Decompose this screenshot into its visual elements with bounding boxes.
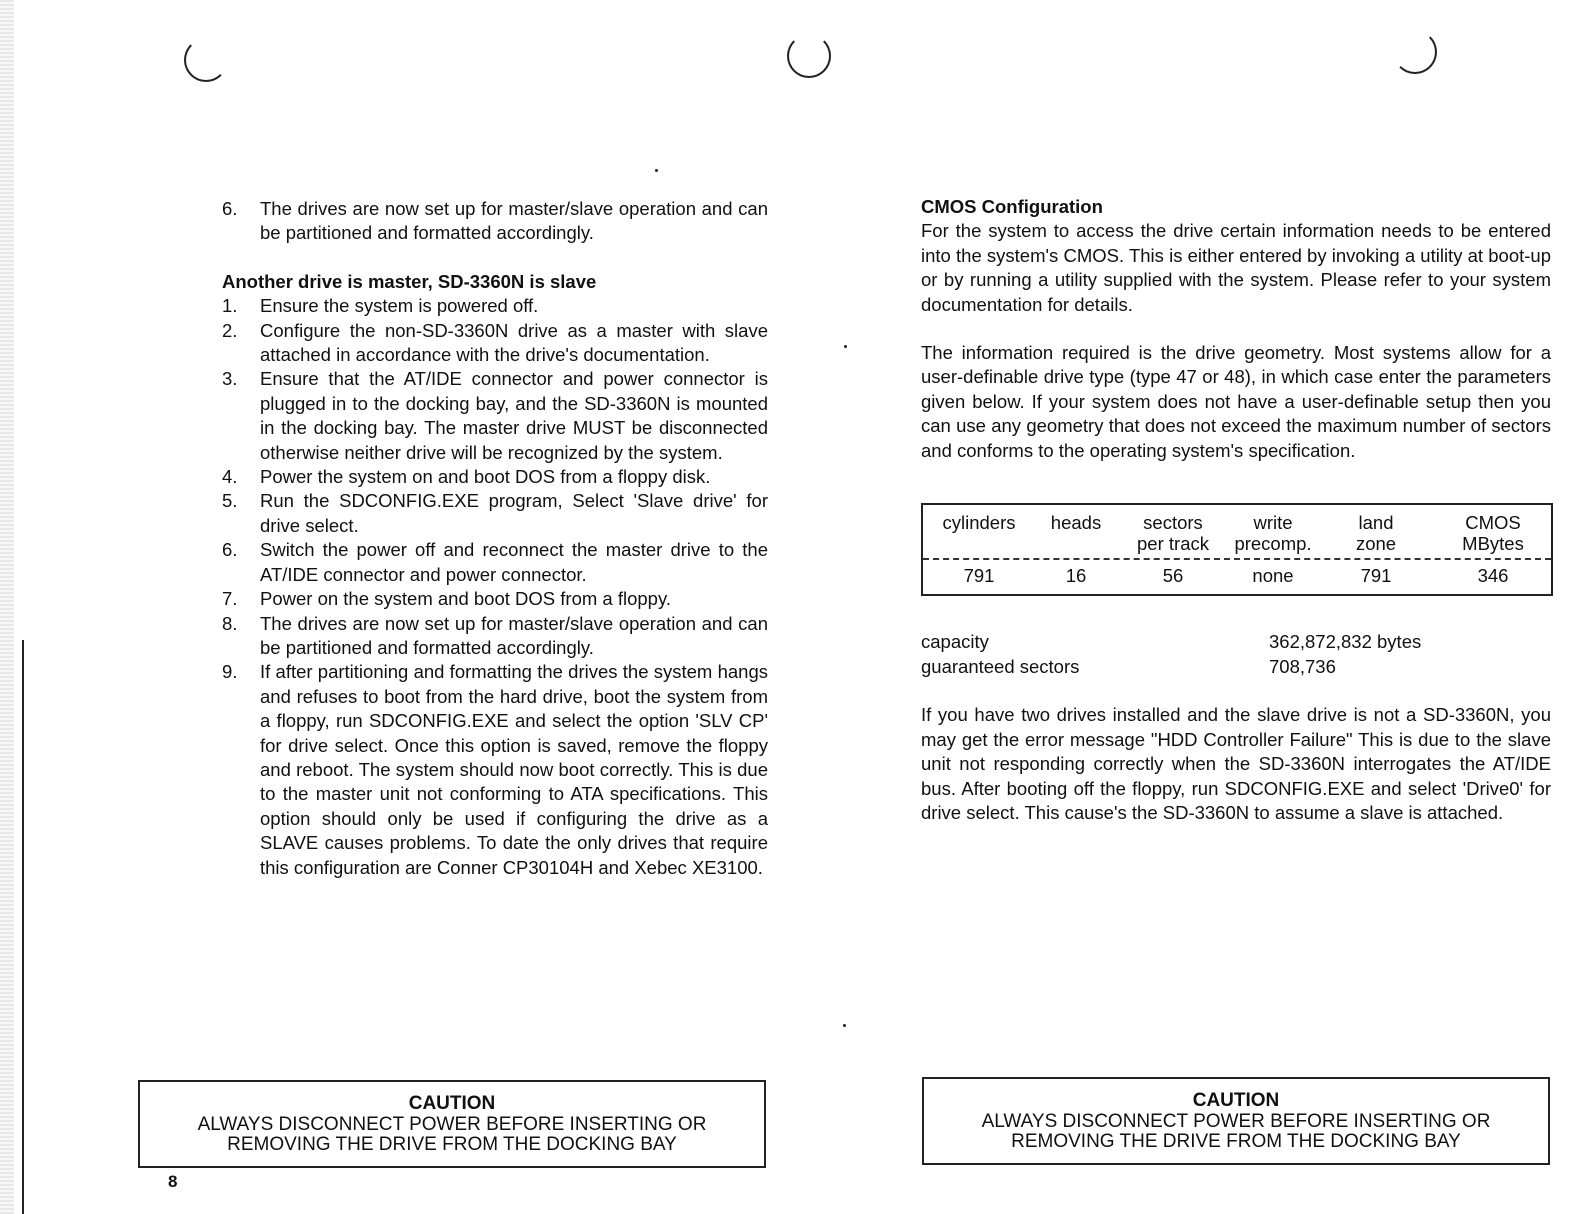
table-cell: none	[1252, 565, 1294, 587]
step-item	[222, 465, 768, 489]
step-item	[222, 294, 768, 318]
binder-hole-left	[184, 38, 228, 82]
caution-box-right	[922, 1077, 1550, 1165]
left-page-column	[222, 197, 768, 880]
caution-title: CAUTION	[1192, 1090, 1280, 1111]
item-text: The drives are now set up for master/slave operation and can be partitioned and formatted accordingly.	[260, 198, 768, 244]
step-text: Ensure that the AT/IDE connector and power connector is plugged in to the docking bay, and the SD-3360N is mounted in the docking bay. The master drive MUST be disconnected otherwise neither drive will be recognized by the system.	[260, 368, 768, 463]
step-item	[222, 660, 768, 880]
speck	[655, 169, 658, 172]
steps-list	[222, 294, 768, 880]
binder-hole-right	[1393, 30, 1437, 74]
table-row	[923, 560, 1551, 594]
step-item	[222, 587, 768, 611]
right-page-column	[921, 195, 1551, 825]
step-number: 1.	[222, 295, 238, 317]
page-number: 8	[168, 1172, 178, 1191]
step-item	[222, 538, 768, 587]
step-text: The drives are now set up for master/slave operation and can be partitioned and formatted accordingly.	[260, 612, 768, 658]
caution-title: CAUTION	[408, 1093, 496, 1114]
cmos-heading: CMOS Configuration	[921, 196, 1103, 217]
step-number: 8.	[222, 612, 238, 634]
caution-line: ALWAYS DISCONNECT POWER BEFORE INSERTING OR	[197, 1113, 707, 1135]
geometry-paragraph: The information required is the drive geometry. Most systems allow for a user-definable drive type (type 47 or 48), in which case enter the parameters given below. If your system does not have a user-definable setup then you can use any geometry that does not exceed the maximum number of sectors and conforms to the operating system's specification.	[921, 342, 1551, 461]
binder-hole-middle	[787, 34, 831, 78]
step-item	[222, 367, 768, 465]
spec-row	[921, 630, 1551, 654]
table-header-cell: write precomp.	[1234, 512, 1312, 555]
scan-binding-line	[22, 640, 24, 1214]
spec-value: 362,872,832 bytes	[1269, 631, 1422, 653]
table-cell: 56	[1162, 565, 1184, 587]
caution-line: ALWAYS DISCONNECT POWER BEFORE INSERTING OR	[981, 1110, 1491, 1132]
caution-box-left	[138, 1080, 766, 1168]
specs-list	[921, 630, 1551, 679]
step-number: 9.	[222, 661, 238, 683]
table-header-cell: sectors per track	[1137, 512, 1209, 555]
scan-edge	[0, 0, 14, 1214]
slave-error-paragraph: If you have two drives installed and the slave drive is not a SD-3360N, you may get the error message "HDD Controller Failure" This is due to the slave unit not responding correctly when the SD-3360N interrogates the AT/IDE bus. After booting off the floppy, run SDCONFIG.EXE and select 'Drive0' for drive select. This cause's the SD-3360N to assume a slave is attached.	[921, 704, 1551, 823]
step-text: If after partitioning and formatting the drives the system hangs and refuses to boot from the hard drive, boot the system from a floppy, run SDCONFIG.EXE and select the option 'SLV CP' for drive select. Once this option is saved, remove the floppy and reboot. The system should now boot correctly. This is due to the master unit not conforming to ATA specifications. This option should only be used if configuring the drive as a SLAVE causes problems. To date the only drives that require this configuration are Conner CP30104H and Xebec XE3100.	[260, 661, 768, 878]
step-item	[222, 319, 768, 368]
table-cell: 791	[1360, 565, 1392, 587]
intro-item	[222, 197, 768, 246]
step-number: 7.	[222, 588, 238, 610]
step-text: Power on the system and boot DOS from a floppy.	[260, 588, 671, 610]
step-text: Configure the non-SD-3360N drive as a master with slave attached in accordance with the drive's documentation.	[260, 319, 768, 366]
table-header-cell: heads	[1050, 512, 1102, 534]
table-header-cell: CMOS MBytes	[1462, 512, 1524, 555]
caution-line: REMOVING THE DRIVE FROM THE DOCKING BAY	[1011, 1131, 1461, 1152]
cmos-paragraph: For the system to access the drive certain information needs to be entered into the system's CMOS. This is either entered by invoking a utility at boot-up or by running a utility supplied with the system. Please refer to your system documentation for details.	[921, 220, 1551, 315]
step-text: Ensure the system is powered off.	[260, 295, 539, 317]
step-number: 5.	[222, 490, 238, 512]
speck	[843, 1024, 846, 1027]
step-number: 3.	[222, 368, 238, 390]
step-item	[222, 489, 768, 538]
step-item	[222, 612, 768, 661]
caution-line: REMOVING THE DRIVE FROM THE DOCKING BAY	[227, 1134, 677, 1155]
spec-row	[921, 655, 1551, 679]
step-number: 2.	[222, 319, 238, 341]
item-number: 6.	[222, 198, 238, 219]
spec-label: capacity	[921, 631, 989, 653]
table-header-cell: land zone	[1355, 512, 1397, 555]
table-cell: 791	[963, 565, 995, 587]
speck	[844, 345, 847, 348]
table-header-cell: cylinders	[942, 512, 1016, 534]
step-number: 4.	[222, 466, 238, 488]
step-text: Power the system on and boot DOS from a floppy disk.	[260, 466, 711, 488]
spec-label: guaranteed sectors	[921, 655, 1080, 677]
table-header-row	[923, 505, 1551, 560]
step-text: Switch the power off and reconnect the master drive to the AT/IDE connector and power connector.	[260, 539, 768, 585]
geometry-table	[921, 503, 1553, 596]
table-cell: 16	[1065, 565, 1087, 587]
step-text: Run the SDCONFIG.EXE program, Select 'Slave drive' for drive select.	[260, 490, 768, 536]
table-cell: 346	[1477, 565, 1509, 587]
section-heading: Another drive is master, SD-3360N is slave	[222, 270, 597, 292]
step-number: 6.	[222, 539, 238, 561]
spec-value: 708,736	[1269, 655, 1336, 677]
